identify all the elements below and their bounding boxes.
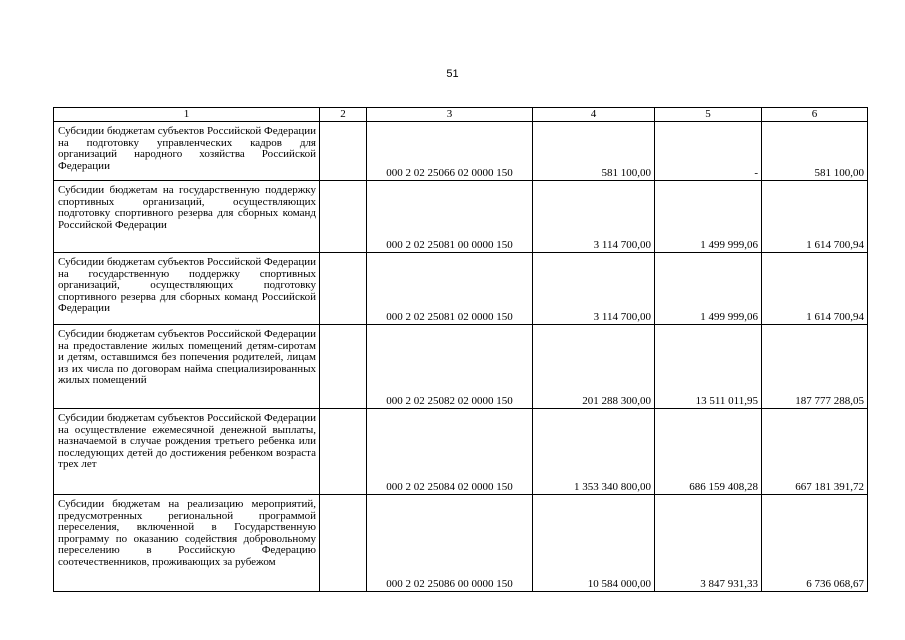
row-col4: 10 584 000,00 (533, 495, 655, 592)
row-col6: 581 100,00 (762, 122, 868, 181)
row-col4: 201 288 300,00 (533, 325, 655, 409)
row-col5: 1 499 999,06 (655, 181, 762, 253)
row-description: Субсидии бюджетам субъектов Российской Федерации на государственную поддержку спортивных организаций, осуществляющих подготовку спортивного резерва для сборных команд Российской Федерации (54, 253, 320, 325)
row-code: 000 2 02 25082 02 0000 150 (367, 325, 533, 409)
row-description: Субсидии бюджетам на реализацию мероприятий, предусмотренных региональной программой переселения, включенной в Государственную программу по оказанию содействия добровольному переселению в Российскую Федерацию соотечественников, проживающих за рубежом (54, 495, 320, 592)
row-code: 000 2 02 25086 00 0000 150 (367, 495, 533, 592)
row-col5: 13 511 011,95 (655, 325, 762, 409)
column-header-1: 1 (54, 108, 320, 122)
row-col2 (320, 181, 367, 253)
row-description: Субсидии бюджетам на государственную поддержку спортивных организаций, осуществляющих подготовку спортивного резерва для сборных команд Российской Федерации (54, 181, 320, 253)
table-row (54, 181, 868, 253)
row-col4: 3 114 700,00 (533, 181, 655, 253)
column-header-2: 2 (320, 108, 367, 122)
table-row (54, 495, 868, 592)
row-col2 (320, 409, 367, 495)
row-description: Субсидии бюджетам субъектов Российской Федерации на предоставление жилых помещений детям-сиротам и детям, оставшимся без попечения родителей, лицам из их числа по договорам найма специализированных жилых помещений (54, 325, 320, 409)
row-col6: 187 777 288,05 (762, 325, 868, 409)
page-number: 51 (446, 68, 459, 80)
row-col4: 3 114 700,00 (533, 253, 655, 325)
row-description: Субсидии бюджетам субъектов Российской Федерации на подготовку управленческих кадров для организаций народного хозяйства Российской Федерации (54, 122, 320, 181)
row-col2 (320, 325, 367, 409)
table-row (54, 409, 868, 495)
row-code: 000 2 02 25081 02 0000 150 (367, 253, 533, 325)
column-header-4: 4 (533, 108, 655, 122)
row-code: 000 2 02 25066 02 0000 150 (367, 122, 533, 181)
row-col5: - (655, 122, 762, 181)
table-row (54, 325, 868, 409)
table-row (54, 122, 868, 181)
row-col5: 686 159 408,28 (655, 409, 762, 495)
row-col2 (320, 122, 367, 181)
table-row (54, 253, 868, 325)
row-col6: 1 614 700,94 (762, 253, 868, 325)
row-col2 (320, 495, 367, 592)
row-col6: 1 614 700,94 (762, 181, 868, 253)
row-code: 000 2 02 25081 00 0000 150 (367, 181, 533, 253)
row-col5: 1 499 999,06 (655, 253, 762, 325)
row-col5: 3 847 931,33 (655, 495, 762, 592)
column-header-3: 3 (367, 108, 533, 122)
row-col4: 1 353 340 800,00 (533, 409, 655, 495)
column-header-6: 6 (762, 108, 868, 122)
column-header-5: 5 (655, 108, 762, 122)
row-col4: 581 100,00 (533, 122, 655, 181)
row-col6: 6 736 068,67 (762, 495, 868, 592)
row-code: 000 2 02 25084 02 0000 150 (367, 409, 533, 495)
header-row (54, 108, 868, 122)
row-col6: 667 181 391,72 (762, 409, 868, 495)
row-col2 (320, 253, 367, 325)
budget-table (53, 107, 868, 592)
row-description: Субсидии бюджетам субъектов Российской Федерации на осуществление ежемесячной денежной выплаты, назначаемой в случае рождения третьего ребенка или последующих детей до достижения ребенком возраста трех лет (54, 409, 320, 495)
